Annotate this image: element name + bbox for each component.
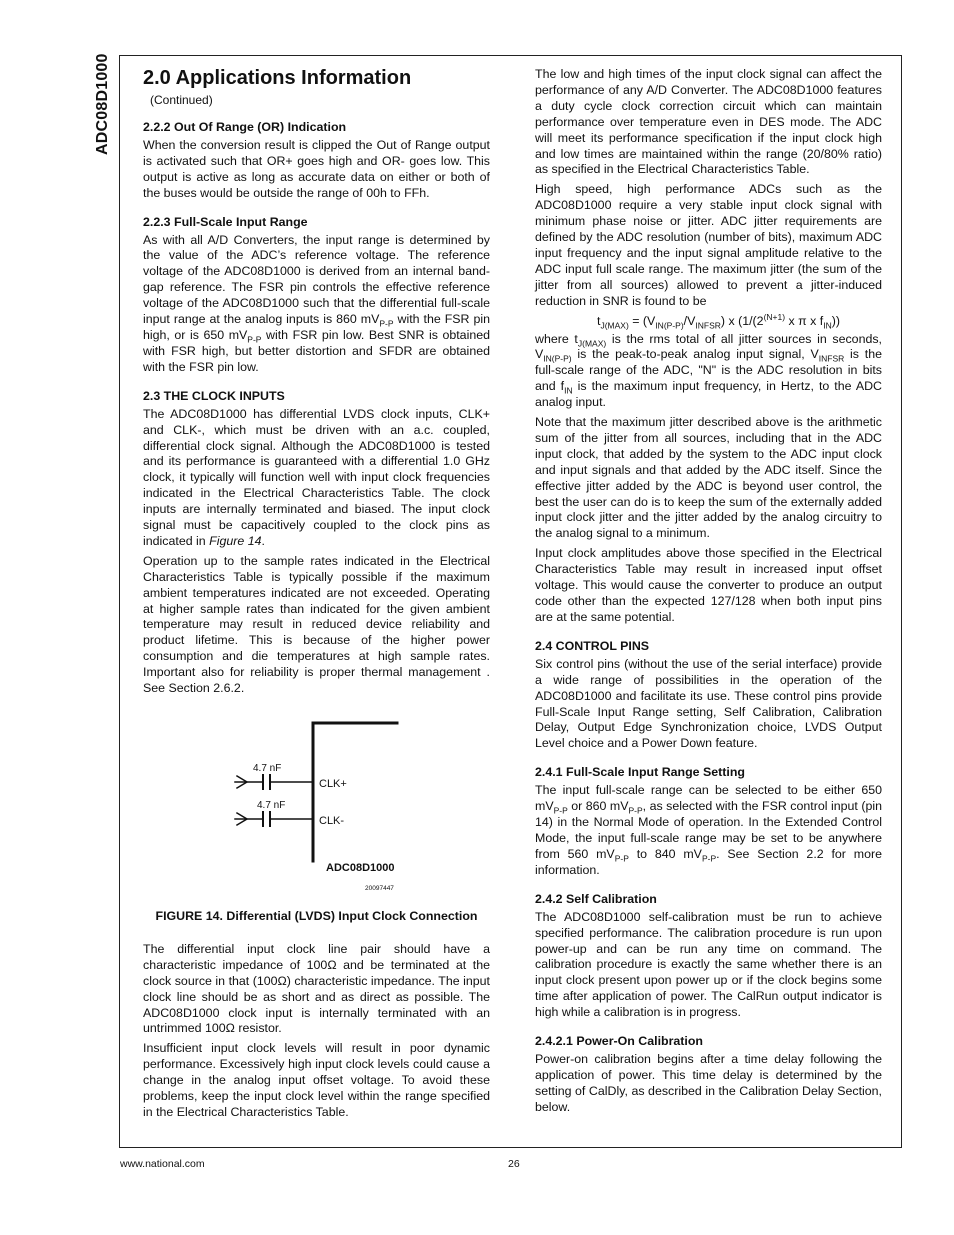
paragraph-self-calibration: The ADC08D1000 self-calibration must be run to achieve specified performance. The calibration procedure is run upon power-up and can be run any time on command. The calibration procedure is exactly the same whether there is an input clock present upon power up or if the clock begins some time after application of power. The CalRun output indicator is high while a calibration is in progress. — [535, 909, 882, 1020]
figure-14-link[interactable]: Figure 14 — [209, 533, 262, 548]
heading-2-4: 2.4 CONTROL PINS — [535, 638, 650, 653]
clk-minus-label: CLK- — [319, 815, 345, 827]
jitter-equation: $t_{J(MAX)} = (V_{IN(P-P)}/V_{INFSR})$ x ($1/(2^{(N+1)}$ x π x $f_{IN}$)) — [597, 311, 840, 331]
left-column — [143, 66, 490, 1125]
heading-2-4-2: 2.4.2 Self Calibration — [535, 891, 657, 906]
paragraph-equation-terms: where $t_{J(MAX)}$ is the rms total of all jitter sources in seconds, $V_{IN(P-P)}$ is the peak-to-peak analog input signal, $V_{INFSR}$ is the full-scale range of the ADC, "N" is the ADC resolution in bits and $f_{IN}$ is the maximum input frequency, in Hertz, to the ADC analog input. — [535, 331, 883, 410]
paragraph-sample-rates: Operation up to the sample rates indicated in the Electrical Characteristics Table is typically possible if the maximum ambient temperatures indicated are not exceeded. Operating at higher sample rates than indicated for the given ambient temperature may result in reduced device reliability and product lifetime. This is because of the higher power consumption and die temperatures at high sample rates. Important also for reliability is proper thermal management . See Section 2.6.2. — [143, 553, 490, 696]
page-number: 26 — [508, 1158, 520, 1170]
figure-code: 20097447 — [365, 885, 394, 892]
clk-plus-label: CLK+ — [319, 778, 347, 790]
heading-2-2-2: 2.2.2 Out Of Range (OR) Indication — [143, 119, 347, 134]
paragraph-clock-amplitudes: Input clock amplitudes above those specified in the Electrical Characteristics Table may result in increased input offset voltage. This would cause the converter to produce an output code other than the expected 127/128 when both input pins are at the same potential. — [535, 546, 882, 624]
paragraph-out-of-range: When the conversion result is clipped the Out of Range output is activated such that OR+ goes high and OR- goes low. This output is active as long as accurate data on either or both of the buses would be outside the range of 00h to FFh. — [143, 137, 490, 200]
heading-2-4-2-1: 2.4.2.1 Power-On Calibration — [535, 1034, 704, 1049]
heading-2-2-3: 2.2.3 Full-Scale Input Range — [143, 214, 308, 229]
paragraph-control-pins: Six control pins (without the use of the serial interface) provide a wide range of possibilities in the operation of the ADC08D1000 and facilitate its use. These control pins provide Full-Scale Input Range setting, Self Calibration, Calibration Delay, Output Edge Synchronization choice, LVDS Output Level choice and a Power Down feature. — [535, 656, 882, 751]
heading-2-4-1: 2.4.1 Full-Scale Input Range Setting — [535, 765, 745, 780]
figure-14-caption: FIGURE 14. Differential (LVDS) Input Clock Connection — [155, 909, 478, 923]
paragraph-power-on-calibration: Power-on calibration begins after a time delay following the application of power. This time delay is determined by the setting of CalDly, as described in the Calibration Delay Section, below. — [535, 1052, 882, 1114]
cap2-label: 4.7 nF — [257, 800, 286, 811]
cap1-label: 4.7 nF — [253, 763, 282, 774]
section-title: 2.0 Applications Information — [143, 67, 412, 89]
figure-14-diagram — [143, 709, 490, 909]
paragraph-clock-inputs: The ADC08D1000 has differential LVDS clock inputs, CLK+ and CLK-, which must be driven with an a.c. coupled, differential clock signal. Although the ADC08D1000 is tested and its performance is guaranteed with a differential 1.0 GHz clock, it typically will function well with input clock frequencies indicated in the Electrical Characteristics Table. The clock inputs are internally terminated and biased. The input clock signal must be capacitively coupled to the clock pins as indicated in Figure 14. — [143, 406, 490, 548]
paragraph-jitter-note: Note that the maximum jitter described above is the arithmetic sum of the jitter from all sources, including that in the ADC input clock, that added by the system to the ADC input clock and input signals and that added by the ADC itself. Since the effective jitter added by the ADC is beyond user control, the best the user can do is to keep the sum of the externally added input clock jitter and the jitter added by the analog circuitry to the analog signal to a minimum. — [535, 415, 882, 541]
side-part-number — [92, 55, 116, 155]
side-part-number-text: ADC08D1000 — [94, 53, 111, 155]
continued-note: (Continued) — [150, 93, 213, 107]
paragraph-full-scale-input-range: As with all A/D Converters, the input range is determined by the value of the ADC’s reference voltage. The reference voltage of the ADC08D1000 is derived from an internal band-gap reference. The FSR pin controls the effective reference voltage of the ADC08D1000 such that the differential full-scale input range at the analog inputs is 860 $mV_{P-P}$ with the FSR pin high, or is 650 $mV_{P-P}$ with FSR pin low. Best SNR is obtained with FSR high, but better distortion and SFDR are obtained with the FSR pin low. — [143, 232, 490, 374]
paragraph-jitter-requirements: High speed, high performance ADCs such as the ADC08D1000 require a very stable input clock signal with minimum phase noise or jitter. ADC jitter requirements are defined by the ADC resolution (number of bits), maximum ADC input frequency and the input signal amplitude relative to the ADC input full scale range. The maximum jitter (the sum of the jitter from all sources) allowed to prevent a jitter-induced reduction in SNR is found to be — [535, 182, 882, 308]
right-column — [535, 67, 882, 1120]
paragraph-clock-high-low-times: The low and high times of the input clock signal can affect the performance of any A/D Converter. The ADC08D1000 features a duty cycle clock correction circuit which can maintain performance over temperature even in DES mode. The ADC will meet its performance specification if the input clock high and low times are maintained within the range (20/80% ratio) as specified in the Electrical Characteristics Table. — [535, 67, 882, 177]
footer-url[interactable]: www.national.com — [120, 1158, 205, 1170]
paragraph-clock-levels: Insufficient input clock levels will result in poor dynamic performance. Excessively high input clock levels could cause a change in the analog input offset voltage. To avoid these problems, keep the input clock level within the range specified in the Electrical Characteristics Table. — [143, 1041, 490, 1119]
heading-2-3: 2.3 THE CLOCK INPUTS — [143, 388, 285, 403]
chip-label: ADC08D1000 — [326, 862, 395, 874]
paragraph-fsr-setting: The input full-scale range can be selected to be either 650 $mV_{P-P}$ or 860 $mV_{P-P}$, as selected with the FSR control input (pin 14) in the Normal Mode of operation. In the Extended Control Mode, the input full-scale range may be set to be anywhere from 560 $mV_{P-P}$ to 840 $mV_{P-P}$. See Section 2.2 for more information. — [535, 783, 882, 877]
paragraph-clock-impedance: The differential input clock line pair should have a characteristic impedance of 100Ω and be terminated at the clock source in that (100Ω) characteristic impedance. The input clock line should be as short and as direct as possible. The ADC08D1000 clock input is internally terminated with an untrimmed 100Ω resistor. — [143, 941, 490, 1036]
